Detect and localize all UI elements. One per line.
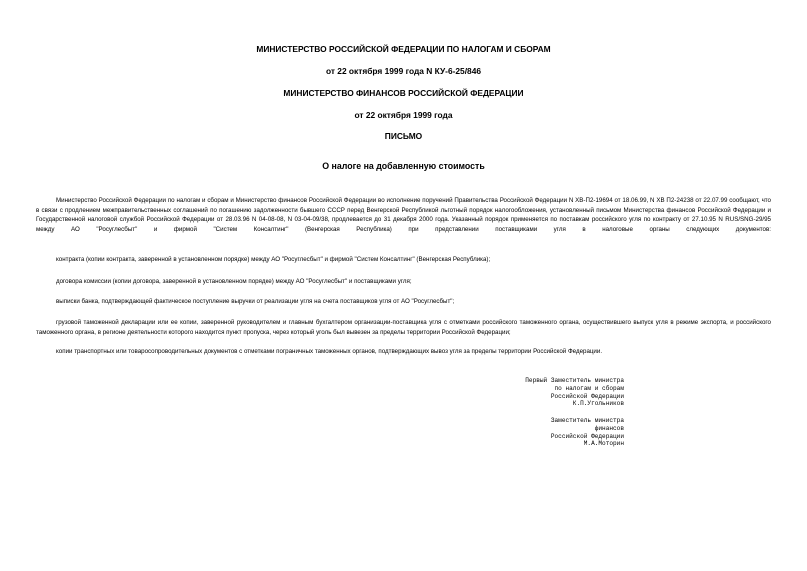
ministry-finance-heading: МИНИСТЕРСТВО ФИНАНСОВ РОССИЙСКОЙ ФЕДЕРАЦИИ [283,88,524,98]
document-date: от 22 октября 1999 года [354,110,453,120]
signature-block-tax: Первый Заместитель министра по налогам и сборам Российской Федерации К.П.Угольников [525,377,624,408]
signature-block-finance: Заместитель министра финансов Российской Федерации М.А.Моторин [550,417,624,448]
document-list-item-bank-statement: выписки банка, подтверждающей фактическое поступление выручки от реализации угля на счета поставщиков угля от АО "Росуглесбыт"; [56,298,455,305]
document-list-item-transport-docs: копии транспортных или товаросопроводительных документов с отметками пограничных таможенных органов, подтверждающих вывоз угля за пределы территории Российской Федерации. [56,348,603,355]
document-list-item-customs-declaration: грузовой таможенной декларации или ее копии, заверенной руководителем и главным бухгалтером организации-поставщика угля с отметками российского таможенного органа, осуществившего выпуск угля в режиме экспорта, и российского таможенного органа, в регионе деятельности которого находится пункт пропуска, через который уголь был вывезен за пределы территории Российской Федерации; [36,319,771,336]
document-list-item-contract: контракта (копии контракта, заверенной в установленном порядке) между АО "Росуглесбыт" и фирмой "Систем Консалтинг" (Венгерская Республика); [56,256,491,263]
document-type: ПИСЬМО [384,131,423,141]
document-list-item-commission: договора комиссии (копии договора, заверенной в установленном порядке) между АО "Росуглесбыт" и поставщиками угля; [56,278,412,285]
main-paragraph: Министерство Российской Федерации по налогам и сборам и Министерство финансов Российской Федерации во исполнение поручений Правительства Российской Федерации N ХВ-П2-19694 от 18.06.99, N ХВ П2-24238 от 22.07.99 сообщают, что в связи с продлением межправительственных соглашений по погашению задолженности бывшего СССР перед Венгерской Республикой льготный порядок налогообложения, установленный письмом Министерства финансов Российской Федерации и Государственной налоговой службой Российской Федерации от 28.03.96 N 04-08-08, N 03-04-09/38, продлевается до 31 декабря 2000 года. Указанный порядок применяется по поставкам российского угля по контракту от 27.10.95 N RUS/SNG-29/95 между АО "Росуглесбыт" и фирмой "Систем Консалтинг" (Венгерская Республика) при представлении поставщиками угля в налоговые органы следующих документов: [36,197,771,233]
document-subject: О налоге на добавленную стоимость [322,161,485,171]
ministry-tax-heading: МИНИСТЕРСТВО РОССИЙСКОЙ ФЕДЕРАЦИИ ПО НАЛОГАМ И СБОРАМ [256,44,551,54]
document-date-number: от 22 октября 1999 года N КУ-6-25/846 [325,66,482,76]
